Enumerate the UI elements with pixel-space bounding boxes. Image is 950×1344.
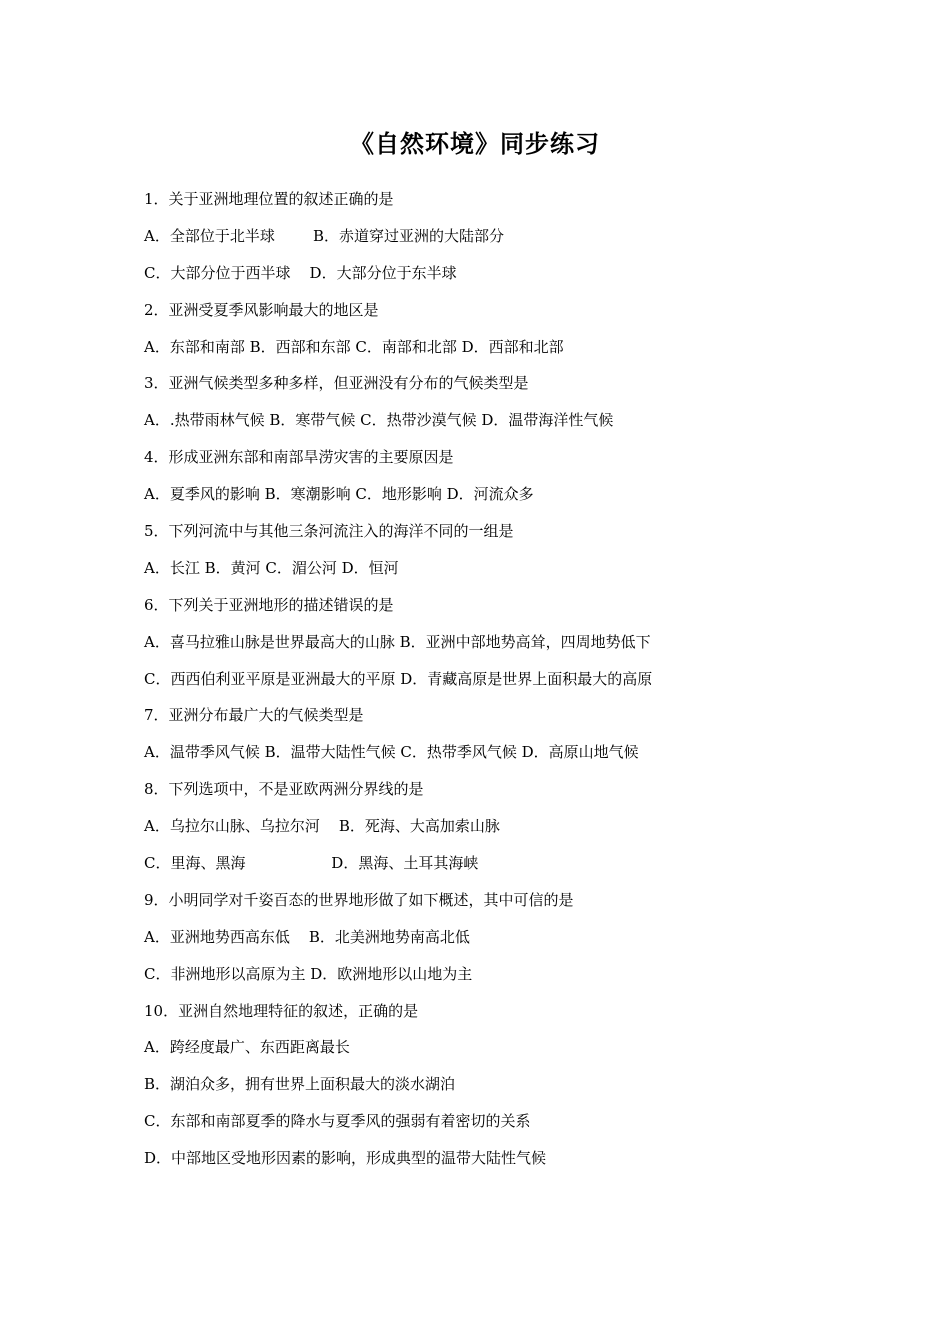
question-5-options: A．长江 B．黄河 C．湄公河 D．恒河 [144,558,399,577]
question-10-option-c: C．东部和南部夏季的降水与夏季风的强弱有着密切的关系 [144,1112,531,1131]
question-7-stem: 7．亚洲分布最广大的气候类型是 [144,706,364,725]
question-9-options-c-d: C．非洲地形以高原为主 D．欧洲地形以山地为主 [144,964,473,983]
question-8-options-c-d: C．里海、黑海 D．黑海、土耳其海峡 [144,854,479,873]
question-6-stem: 6．下列关于亚洲地形的描述错误的是 [144,595,394,614]
question-1-options-c-d: C．大部分位于西半球 D．大部分位于东半球 [144,263,457,282]
question-list [144,181,844,1177]
question-3-stem: 3．亚洲气候类型多种多样，但亚洲没有分布的气候类型是 [144,374,529,393]
question-9-stem: 9．小明同学对千姿百态的世界地形做了如下概述，其中可信的是 [144,890,574,909]
question-2-options: A．东部和南部 B．西部和东部 C．南部和北部 D．西部和北部 [144,337,564,356]
question-10-option-d: D．中部地区受地形因素的影响，形成典型的温带大陆性气候 [144,1149,547,1168]
question-1-options-a-b: A．全部位于北半球 B．赤道穿过亚洲的大陆部分 [144,226,505,245]
question-3-options: A．.热带雨林气候 B．寒带气候 C．热带沙漠气候 D．温带海洋性气候 [144,411,614,430]
page-title: 《自然环境》同步练习 [350,130,600,158]
question-10-option-b: B．湖泊众多，拥有世界上面积最大的淡水湖泊 [144,1075,456,1094]
question-10-stem: 10．亚洲自然地理特征的叙述，正确的是 [144,1001,419,1020]
question-1-stem: 1．关于亚洲地理位置的叙述正确的是 [144,190,394,208]
question-6-options-c-d: C．西西伯利亚平原是亚洲最大的平原 D．青藏高原是世界上面积最大的高原 [144,669,653,688]
question-8-stem: 8．下列选项中，不是亚欧两洲分界线的是 [144,780,424,799]
question-8-options-a-b: A．乌拉尔山脉、乌拉尔河 B．死海、大高加索山脉 [144,817,500,836]
question-10-option-a: A．跨经度最广、东西距离最长 [144,1038,350,1057]
question-5-stem: 5．下列河流中与其他三条河流注入的海洋不同的一组是 [144,522,514,541]
question-4-options: A．夏季风的影响 B．寒潮影响 C．地形影响 D．河流众多 [144,485,534,504]
question-4-stem: 4．形成亚洲东部和南部旱涝灾害的主要原因是 [144,448,454,467]
question-2-stem: 2．亚洲受夏季风影响最大的地区是 [144,300,379,319]
question-9-options-a-b: A．亚洲地势西高东低 B．北美洲地势南高北低 [144,927,470,946]
question-7-options: A．温带季风气候 B．温带大陆性气候 C．热带季风气候 D．高原山地气候 [144,743,639,762]
question-6-options-a-b: A．喜马拉雅山脉是世界最高大的山脉 B．亚洲中部地势高耸，四周地势低下 [144,632,651,651]
